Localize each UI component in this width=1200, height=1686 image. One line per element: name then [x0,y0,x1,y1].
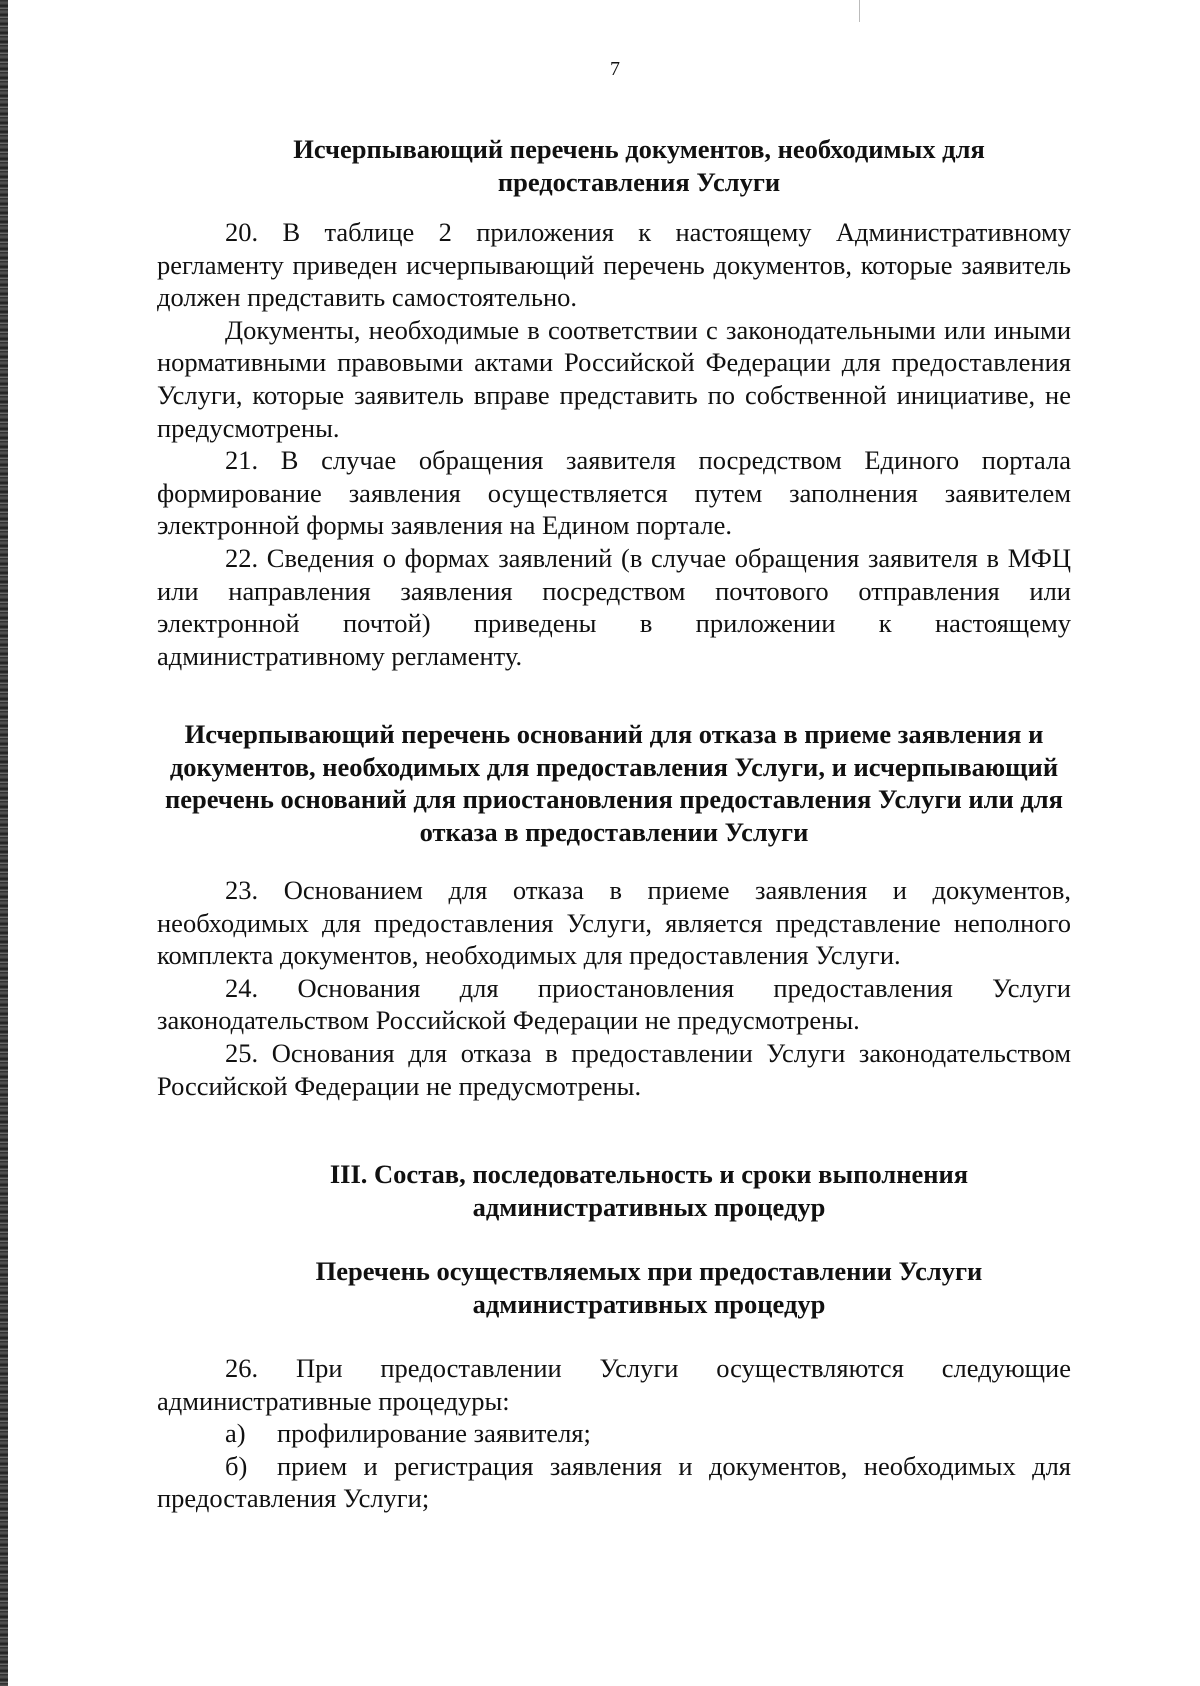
list-marker: б) [225,1450,248,1481]
page-number: 7 [610,58,620,80]
heading-refusal-grounds: Исчерпывающий перечень оснований для отказа в приеме заявления и документов, необходимых для предоставления Услуги, и исчерпывающий перечень оснований для приостановления предоставления Услуги или для отказа в предоставлении Услуги [165,719,1063,847]
section-documents-body [157,216,1071,672]
paragraph-24: 24. Основания для приостановления предоставления Услуги законодательством Российской Федерации не предусмотрены. [157,972,1071,1036]
heading-procedures-list: Перечень осуществляемых при предоставлении Услуги административных процедур [315,1256,983,1319]
scan-edge-artifact [0,0,8,1686]
paragraph-22: 22. Сведения о формах заявлений (в случае обращения заявителя в МФЦ или направления заявления посредством почтового отправления или электронной почтой) приведены в приложении к настоящему административному регламенту. [157,542,1071,671]
section-refusal-body [157,874,1071,1102]
heading-documents: Исчерпывающий перечень документов, необходимых для предоставления Услуги [293,134,985,197]
procedure-item-text: прием и регистрация заявления и документов, необходимых для предоставления Услуги; [157,1450,1071,1514]
scan-mark [859,0,860,22]
procedure-item-text: профилирование заявителя; [277,1418,591,1449]
paragraph-21: 21. В случае обращения заявителя посредством Единого портала формирование заявления осуществляется путем заполнения заявителем электронной формы заявления на Едином портале. [157,445,1071,541]
paragraph-documents-optional: Документы, необходимые в соответствии с законодательными или иными нормативными правовыми актами Российской Федерации для предоставления Услуги, которые заявитель вправе представить по собственной инициативе, не предусмотрены. [157,314,1071,443]
procedure-item-b [157,1450,1071,1515]
paragraph-20: 20. В таблице 2 приложения к настоящему Административному регламенту приведен исчерпывающий перечень документов, которые заявитель должен представить самостоятельно. [157,217,1071,313]
section-procedures-body [157,1352,1071,1515]
list-marker: а) [225,1418,246,1449]
paragraph-25: 25. Основания для отказа в предоставлении Услуги законодательством Российской Федерации не предусмотрены. [157,1037,1071,1101]
procedure-item-a [157,1417,1071,1450]
heading-section-3: III. Состав, последовательность и сроки выполнения административных процедур [329,1159,969,1222]
paragraph-23: 23. Основанием для отказа в приеме заявления и документов, необходимых для предоставления Услуги, является представление неполного комплекта документов, необходимых для предоставления Услуги. [157,875,1071,971]
paragraph-26: 26. При предоставлении Услуги осуществляются следующие административные процедуры: [157,1353,1071,1416]
